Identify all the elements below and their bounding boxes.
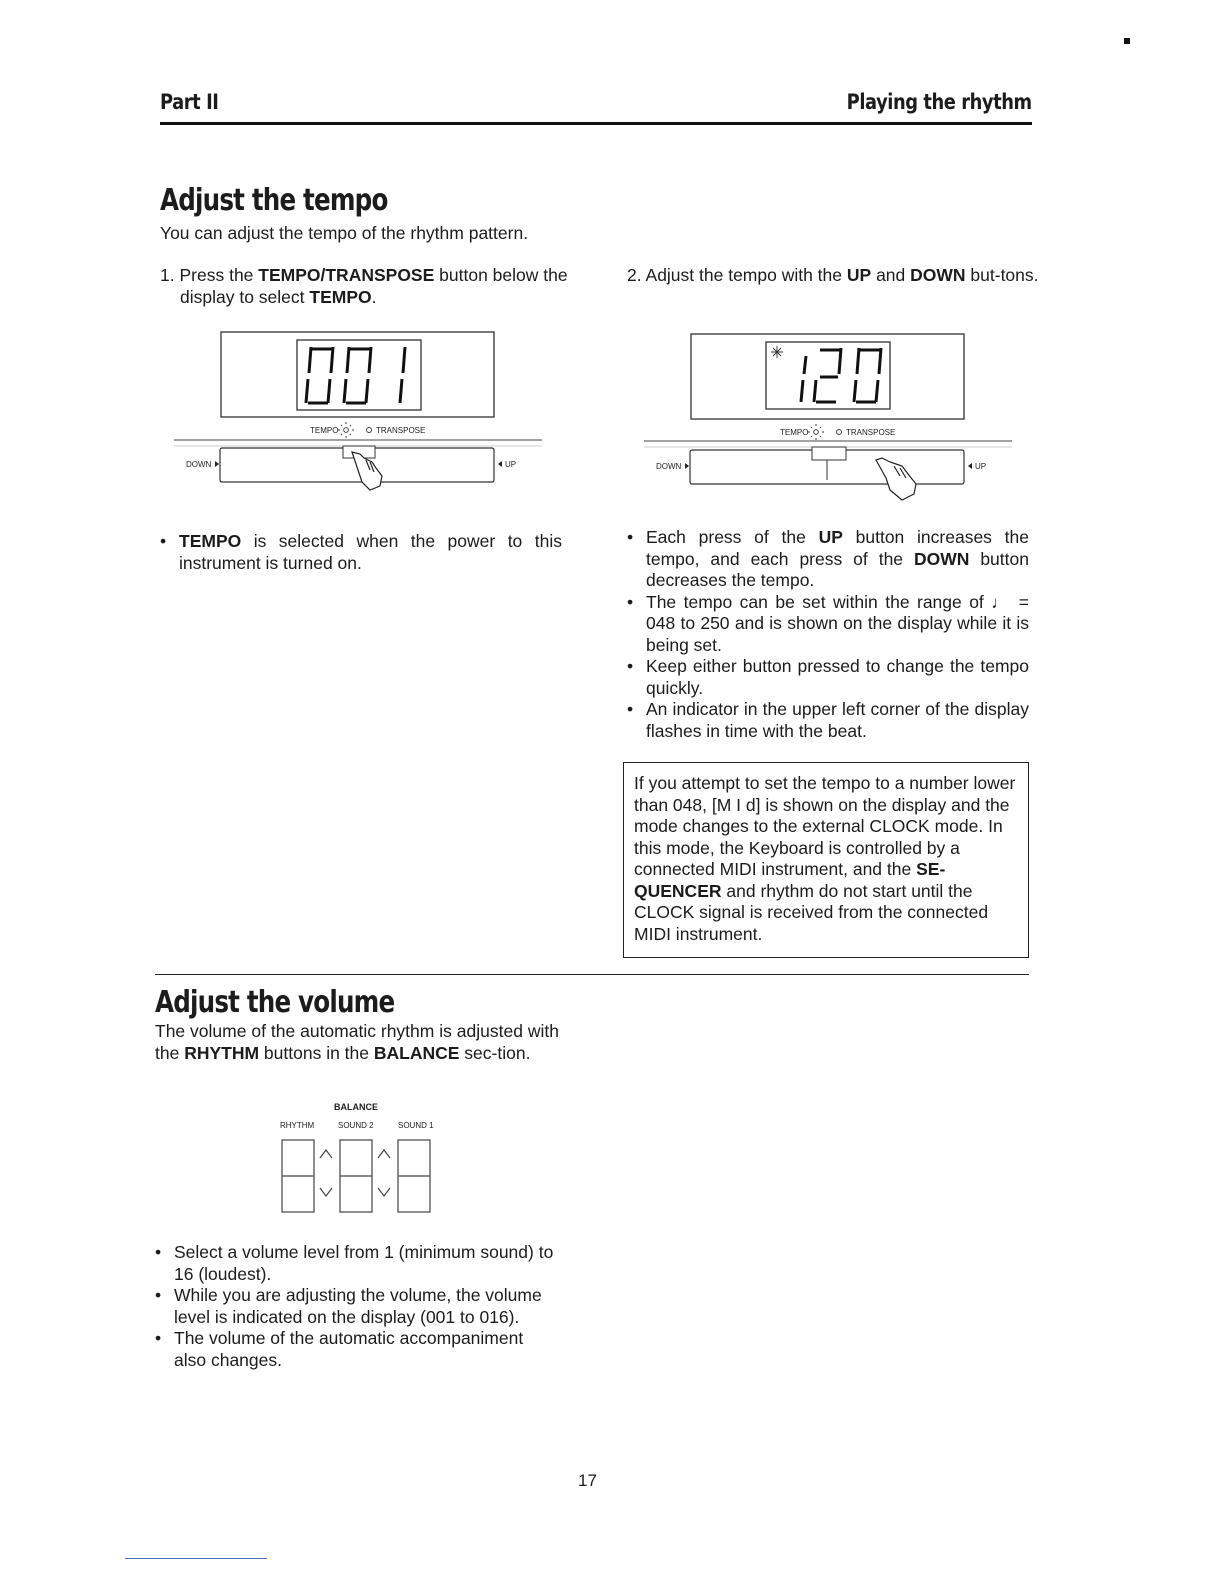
- digit-0: [306, 347, 333, 403]
- list-item: • The volume of the automatic accompaniment also changes.: [155, 1328, 559, 1371]
- section-divider: [155, 974, 1029, 975]
- up-label: UP: [505, 460, 517, 469]
- header-part: Part II: [160, 90, 219, 114]
- beat-indicator-icon: [771, 346, 783, 358]
- tempo-step-1: 1. Press the TEMPO/TRANSPOSE button below the display to select TEMPO.: [160, 265, 568, 307]
- tempo-transpose-button: [812, 447, 846, 460]
- list-item: • Select a volume level from 1 (minimum sound) to 16 (loudest).: [155, 1242, 559, 1285]
- transpose-label: TRANSPOSE: [376, 426, 426, 435]
- balance-label: BALANCE: [334, 1102, 378, 1112]
- tempo-led-icon: [338, 422, 354, 438]
- note-text: If you attempt to set the tempo to a number lower than 048, [M I d] is shown on the display and the mode changes to the external CLOCK mode. In this mode, the Keyboard is controlled by a connected MIDI instrument, and the SE-QUENCER and rhythm do not start until the CLOCK signal is received from the connected MIDI instrument.: [634, 773, 1016, 944]
- volume-section-title: Adjust the volume: [155, 985, 395, 1020]
- volume-intro: The volume of the automatic rhythm is adjusted with the RHYTHM buttons in the BALANCE sec-tion.: [155, 1021, 559, 1063]
- pressing-hand-icon: [876, 458, 916, 500]
- up-arrow-icon: [378, 1150, 390, 1158]
- tempo-display-figure-2: [640, 330, 1020, 510]
- transpose-label: TRANSPOSE: [846, 428, 896, 437]
- transpose-led-icon: [367, 428, 372, 433]
- list-item: • The tempo can be set within the range of ♩ = 048 to 250 and is shown on the display while it is being set.: [627, 592, 1029, 657]
- footer-line: [125, 1558, 267, 1559]
- list-item: • Each press of the UP button increases the tempo, and each press of the DOWN button decreases the tempo.: [627, 527, 1029, 592]
- list-item: • An indicator in the upper left corner of the display flashes in time with the beat.: [627, 699, 1029, 742]
- transpose-led-icon: [837, 430, 842, 435]
- digit-0: [854, 348, 881, 402]
- tempo-led-icon: [808, 424, 824, 440]
- tempo-label: TEMPO: [780, 428, 809, 437]
- tempo-step-2: 2. Adjust the tempo with the UP and DOWN but-tons.: [627, 265, 1039, 285]
- list-item: • Keep either button pressed to change the tempo quickly.: [627, 656, 1029, 699]
- digit-2: [814, 348, 841, 402]
- up-label: UP: [975, 462, 987, 471]
- rhythm-label: RHYTHM: [280, 1121, 315, 1130]
- list-item: • TEMPO is selected when the power to this instrument is turned on.: [160, 531, 562, 574]
- sound1-label: SOUND 1: [398, 1121, 434, 1130]
- digit-0b: [344, 347, 371, 403]
- digit-1: [801, 356, 806, 402]
- header-rule: [160, 122, 1032, 125]
- quarter-note-icon: ♩: [991, 591, 1012, 612]
- tempo-intro: You can adjust the tempo of the rhythm pattern.: [160, 223, 529, 243]
- tempo-label: TEMPO: [310, 426, 339, 435]
- volume-bullets: [155, 1242, 559, 1371]
- down-arrow-icon: [320, 1188, 332, 1196]
- tempo-left-bullets: [160, 531, 562, 574]
- clock-mode-note: [623, 762, 1029, 958]
- balance-figure: [270, 1096, 450, 1220]
- tempo-section-title: Adjust the tempo: [160, 183, 388, 218]
- corner-mark: [1124, 38, 1130, 44]
- page-number: 17: [578, 1471, 597, 1490]
- tempo-right-bullets: [627, 527, 1029, 742]
- header-chapter: Playing the rhythm: [846, 90, 1032, 114]
- down-label: DOWN: [186, 460, 212, 469]
- up-arrow-icon: [320, 1150, 332, 1158]
- down-arrow-icon: [378, 1188, 390, 1196]
- down-label: DOWN: [656, 462, 682, 471]
- tempo-display-figure-1: [170, 330, 550, 510]
- list-item: • While you are adjusting the volume, the volume level is indicated on the display (001 to 016).: [155, 1285, 559, 1328]
- digit-1: [400, 347, 405, 403]
- sound2-label: SOUND 2: [338, 1121, 374, 1130]
